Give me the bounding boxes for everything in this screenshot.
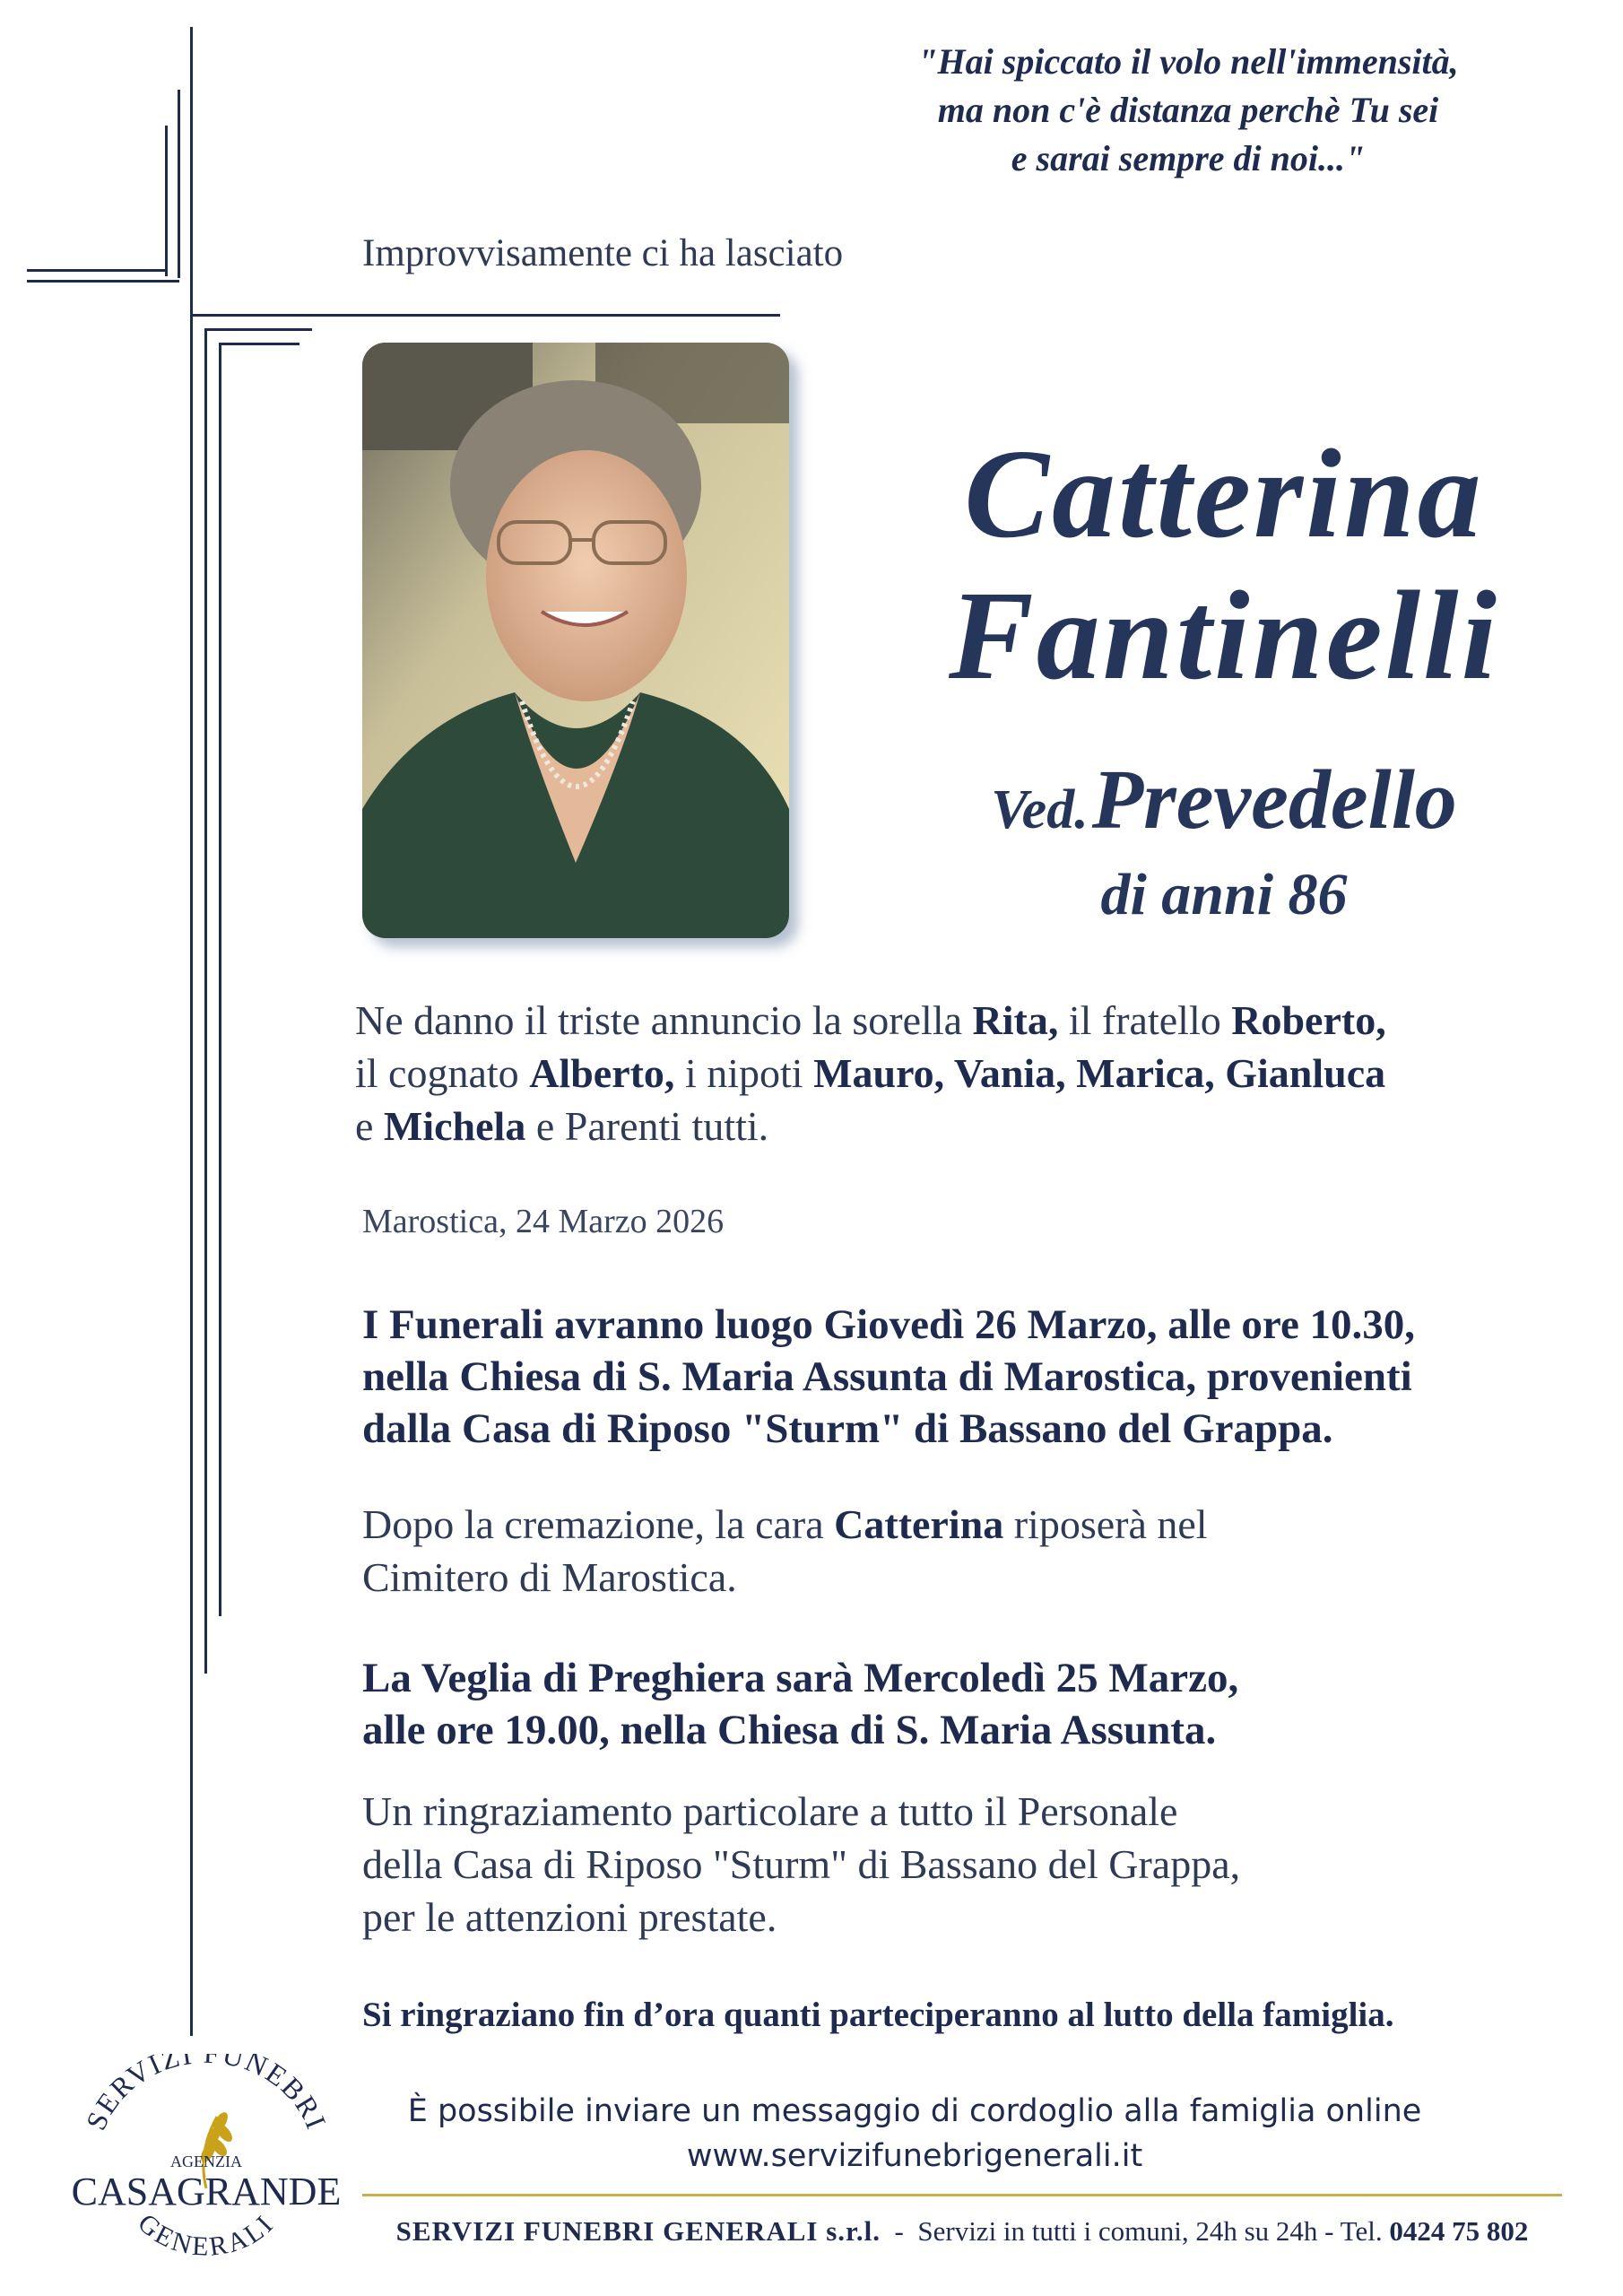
age: di anni 86	[1100, 862, 1348, 927]
relative-name: Alberto,	[529, 1050, 675, 1096]
company-name: SERVIZI FUNEBRI GENERALI s.r.l.	[395, 2215, 881, 2247]
cremation-text: Dopo la cremazione, la cara	[362, 1501, 835, 1547]
condolence-link[interactable]: www.servizifunebrigenerali.it	[686, 2138, 1143, 2174]
vigil-info	[362, 1652, 1582, 1756]
cremation-text: Cimitero di Marostica.	[362, 1554, 737, 1600]
funeral-line-3: dalla Casa di Riposo "Sturm" di Bassano del Grappa.	[362, 1405, 1333, 1452]
casagrande-logo	[63, 2054, 350, 2278]
staff-thanks-line-1: Un ringraziamento particolare a tutto il Personale	[362, 1788, 1178, 1834]
footer-services: Servizi in tutti i comuni, 24h su 24h - Tel.	[917, 2215, 1390, 2247]
announcement-text: e	[355, 1103, 384, 1149]
ved-prefix: Ved.	[991, 779, 1089, 840]
quote-line-3: e sarai sempre di noi..."	[1011, 138, 1366, 178]
logo-arc-bottom: GENERALI	[132, 2207, 281, 2262]
cremation-paragraph	[362, 1498, 1582, 1604]
staff-thanks-line-2: della Casa di Riposo "Sturm" di Bassano del Grappa,	[362, 1841, 1241, 1887]
first-name: Catterina	[964, 422, 1484, 564]
logo-agency: AGENZIA	[170, 2152, 242, 2170]
announcement-text: Ne danno il triste annuncio la sorella	[355, 997, 973, 1043]
announcement-paragraph	[355, 994, 1575, 1152]
quote-line-2: ma non c'è distanza perchè Tu sei	[937, 90, 1439, 130]
funeral-info	[362, 1299, 1582, 1455]
married-name-line	[807, 752, 1623, 848]
epitaph-quote	[807, 38, 1569, 183]
portrait-image	[362, 343, 789, 938]
cremation-text: riposerà nel	[1003, 1501, 1208, 1547]
logo-arc-top: SERVIZI UNEBRI	[79, 2054, 334, 2135]
funeral-line-2: nella Chiesa di S. Maria Assunta di Marostica, provenienti	[362, 1353, 1412, 1400]
announcement-text: il fratello	[1058, 997, 1232, 1043]
announcement-text: il cognato	[355, 1050, 530, 1096]
staff-thanks-line-3: per le attenzioni prestate.	[362, 1894, 777, 1940]
vigil-line-2: alle ore 19.00, nella Chiesa di S. Maria Assunta.	[362, 1707, 1217, 1753]
phone-number: 0424 75 802	[1389, 2215, 1529, 2247]
funeral-line-1: I Funerali avranno luogo Giovedì 26 Marzo, alle ore 10.30,	[362, 1301, 1416, 1348]
relative-name: Rita,	[972, 997, 1059, 1043]
deceased-name-inline: Catterina	[834, 1501, 1004, 1547]
quote-line-1: "Hai spiccato il volo nell'immensità,	[917, 41, 1459, 82]
logo-name: CASAGRANDE	[71, 2170, 342, 2213]
last-name: Fantinelli	[949, 564, 1499, 706]
portrait-photo	[362, 343, 789, 938]
vigil-line-1: La Veglia di Preghiera sarà Mercoledì 25 Marzo,	[362, 1655, 1239, 1701]
footer-divider	[362, 2194, 1562, 2196]
announcement-text: e Parenti tutti.	[525, 1103, 769, 1149]
relative-name: Roberto,	[1231, 997, 1386, 1043]
condolence-text: È possibile inviare un messaggio di cordoglio alla famiglia online	[407, 2093, 1422, 2129]
intro-text: Improvvisamente ci ha lasciato	[362, 232, 844, 274]
announcement-text: i nipoti	[674, 1050, 814, 1096]
thanks-all: Si ringraziano fin d’ora quanti parteciperanno al lutto della famiglia.	[362, 1996, 1394, 2034]
married-name: Prevedello	[1091, 753, 1457, 847]
footer	[362, 2215, 1562, 2248]
footer-separator: -	[881, 2215, 918, 2247]
staff-thanks	[362, 1785, 1582, 1944]
relative-name: Mauro, Vania, Marica, Gianluca	[813, 1050, 1386, 1096]
relative-name: Michela	[383, 1103, 526, 1149]
place-date: Marostica, 24 Marzo 2026	[362, 1203, 725, 1240]
